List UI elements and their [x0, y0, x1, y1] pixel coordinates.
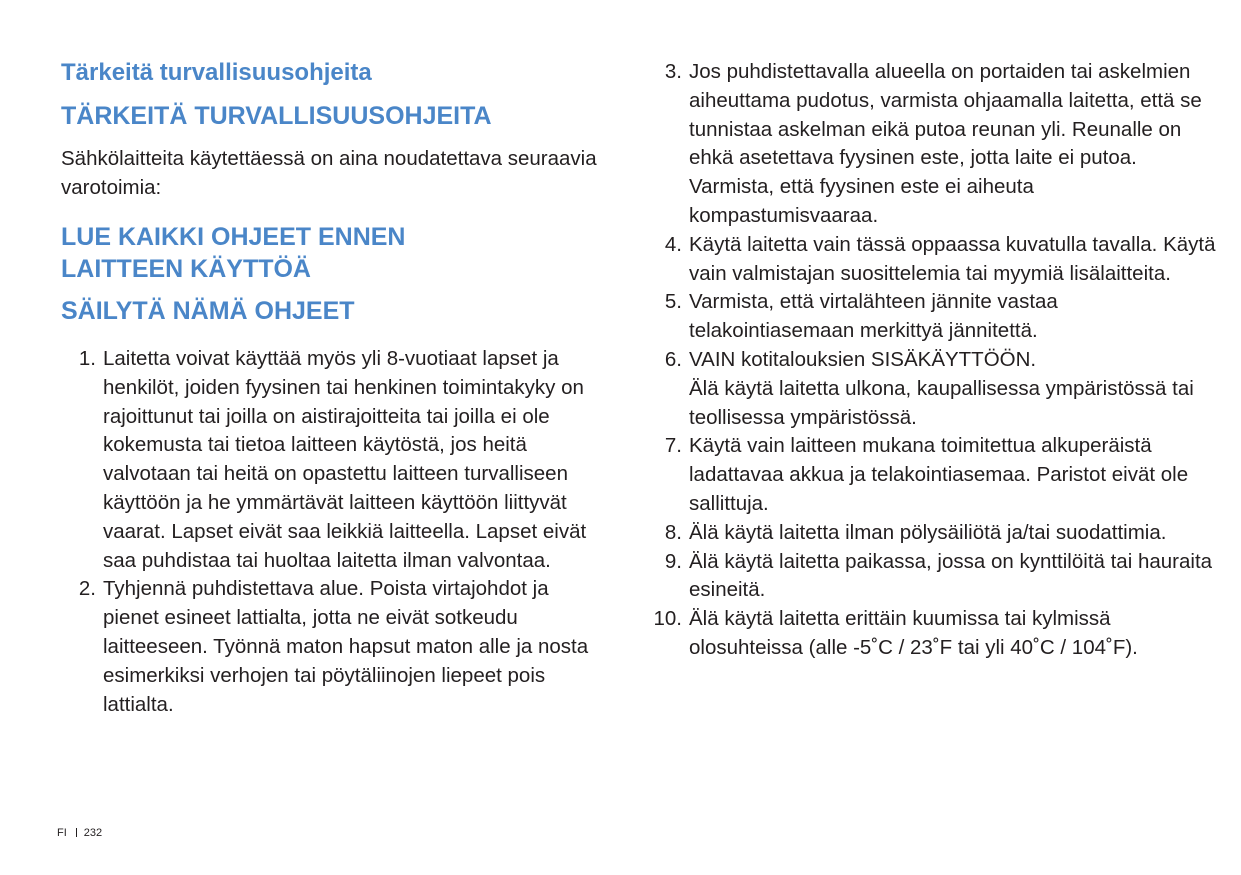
list-item-text-line2: Älä käytä laitetta ulkona, kaupallisessa ympäristössä tai teollisessa ympäristössä.: [689, 376, 1194, 429]
safety-list-left: [61, 345, 606, 719]
list-item-text: Älä käytä laitetta erittäin kuumissa tai kylmissä olosuhteissa (alle -5˚C / 23˚F tai yli 40˚C / 104˚F).: [689, 607, 1138, 659]
list-item: [61, 575, 606, 719]
list-item-text: Käytä laitetta vain tässä oppaassa kuvatulla tavalla. Käytä vain valmistajan suosittelemia tai myymiä lisälaitteita.: [689, 232, 1216, 285]
list-item-number: 4.: [664, 232, 682, 256]
list-item-text: Laitetta voivat käyttää myös yli 8-vuotiaat lapset ja henkilöt, joiden fyysinen tai henkinen toimintakyky on rajoittunut tai joilla on aistirajoitteita tai joilla ei ole kokemusta tai tietoa laitteen käytöstä, jos heitä valvotaan tai heitä on opastettu laitteen turvalliseen käyttöön ja he ymmärtävät laitteen käyttöön liittyvät vaarat. Lapset eivät saa leikkiä laitteella. Lapset eivät saa puhdistaa tai huoltaa laitetta ilman valvontaa.: [103, 347, 587, 572]
read-heading-line2: LAITTEEN KÄYTTÖÄ: [61, 255, 311, 283]
page-title: Tärkeitä turvallisuusohjeita: [61, 59, 372, 86]
read-heading-line1: LUE KAIKKI OHJEET ENNEN: [61, 223, 406, 251]
save-instructions-heading: SÄILYTÄ NÄMÄ OHJEET: [61, 297, 355, 325]
safety-heading: TÄRKEITÄ TURVALLISUUSOHJEITA: [61, 102, 492, 130]
list-item-number: 7.: [664, 434, 682, 458]
left-column: [61, 58, 606, 719]
page-footer: [57, 826, 102, 840]
footer-language: FI: [57, 827, 67, 839]
list-item-text-line1: VAIN kotitalouksien SISÄKÄYTTÖÖN.: [689, 347, 1037, 371]
intro-text: Sähkölaitteita käytettäessä on aina noudatettava seuraavia varotoimia:: [61, 147, 597, 199]
list-item: [620, 346, 1220, 432]
list-item: [620, 58, 1220, 231]
footer-page-number: 232: [83, 827, 103, 839]
list-item: [61, 345, 606, 575]
list-item: [620, 519, 1220, 548]
list-item-number: 2.: [78, 577, 96, 601]
list-item-text: Käytä vain laitteen mukana toimitettua alkuperäistä ladattavaa akkua ja telakointiasemaa. Paristot eivät ole sallittuja.: [689, 434, 1189, 515]
list-item-text: Älä käytä laitetta paikassa, jossa on kynttilöitä tai hauraita esineitä.: [689, 549, 1213, 602]
safety-list-right: [620, 58, 1220, 663]
list-item: [620, 432, 1220, 518]
list-item-text: Tyhjennä puhdistettava alue. Poista virtajohdot ja pienet esineet lattialta, jotta ne eivät sotkeudu laitteeseen. Työnnä maton hapsut maton alle ja nosta esimerkiksi verhojen tai pöytäliinojen liepeet pois lattialta.: [103, 577, 589, 716]
list-item-text: Jos puhdistettavalla alueella on portaiden tai askelmien aiheuttama pudotus, varmista ohjaamalla laitetta, että se tunnistaa askelman eikä putoa reunan yli. Reunalle on ehkä asetettava fyysinen este, jotta laite ei putoa. Varmista, että fyysinen este ei aiheuta kompastumisvaaraa.: [689, 60, 1202, 227]
footer-separator: [76, 828, 77, 837]
list-item-number: 9.: [664, 549, 682, 573]
list-item-text: Älä käytä laitetta ilman pölysäiliötä ja/tai suodattimia.: [689, 520, 1167, 544]
list-item-number: 10.: [653, 607, 682, 631]
list-item-number: 1.: [78, 347, 96, 370]
list-item: [620, 231, 1220, 289]
list-item: [620, 548, 1220, 606]
list-item: [620, 288, 1220, 346]
list-item-number: 5.: [664, 290, 682, 314]
right-column: [620, 58, 1220, 663]
list-item-number: 3.: [664, 60, 682, 83]
list-item: [620, 605, 1220, 663]
read-instructions-heading: [61, 221, 606, 285]
list-item-number: 6.: [664, 347, 682, 371]
list-item-text: Varmista, että virtalähteen jännite vastaa telakointiasemaan merkittyä jännitettä.: [689, 290, 1058, 343]
list-item-number: 8.: [664, 520, 682, 544]
